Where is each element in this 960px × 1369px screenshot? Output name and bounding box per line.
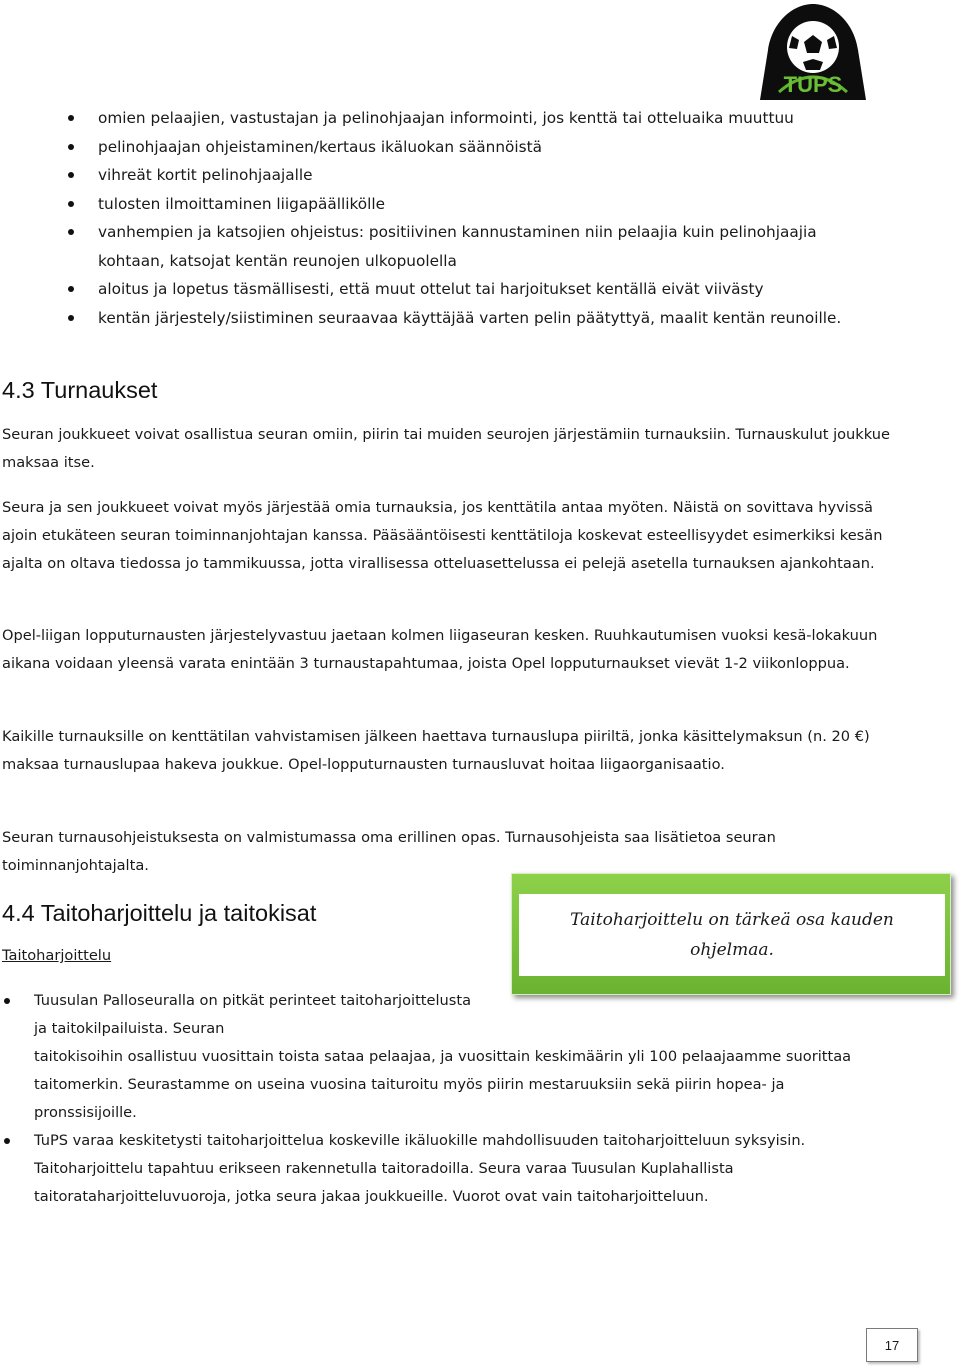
list-item [34, 987, 864, 1127]
bullet-icon [68, 144, 74, 150]
list-item [98, 304, 868, 333]
list-item-text: tulosten ilmoittaminen liigapäällikölle [98, 194, 386, 213]
bottom-bullet-list [34, 987, 864, 1211]
section-heading-turnaukset: 4.3 Turnaukset [2, 377, 158, 403]
section-heading-taitoharjoittelu: 4.4 Taitoharjoittelu ja taitokisat [2, 900, 317, 926]
tups-logo [758, 2, 868, 102]
callout-text: Taitoharjoittelu on tärkeä osa kauden ohjelmaa. [519, 894, 945, 976]
list-item-text: aloitus ja lopetus täsmällisesti, että muut ottelut tai harjoitukset kentällä eivät viivästy [98, 280, 764, 298]
svg-text:TUPS: TUPS [783, 72, 843, 97]
bullet-icon [68, 286, 74, 292]
list-item-text: pelinohjaajan ohjeistaminen/kertaus ikäluokan säännöistä [98, 137, 542, 156]
paragraph: Seuran joukkueet voivat osallistua seuran omiin, piirin tai muiden seurojen järjestämiin turnauksiin. Turnauskulut joukkue maksaa itse. [2, 426, 890, 471]
paragraph: Opel-liigan lopputurnausten järjestelyvastuu jaetaan kolmen liigaseuran kesken. Ruuhkautumisen vuoksi kesä-lokakuun aikana voidaan yleensä varata enintään 3 turnaustapahtumaa, joista Opel lopputurnaukset vievät 1-2 viikonloppua. [2, 627, 878, 672]
bullet-icon [68, 172, 74, 178]
bullet-icon [68, 229, 74, 235]
paragraph: Seura ja sen joukkueet voivat myös järjestää omia turnauksia, jos kenttätila antaa myöten. Näistä on sovittava hyvissä ajoin etukäteen seuran toiminnanjohtajan kanssa. Pääsääntöisesti kenttätiloja koskevat esteellisyydet esimerkiksi kesän ajalta on oltava tiedossa jo tammikuussa, jotta virallisessa otteluasettelussa ei pelejä asetella turnauksen ajankohtaan. [2, 499, 883, 572]
callout-box [511, 873, 951, 995]
bullet-icon [4, 998, 10, 1004]
paragraph: Seuran turnausohjeistuksesta on valmistumassa oma erillinen opas. Turnausohjeista saa lisätietoa seuran toiminnanjohtajalta. [2, 829, 776, 874]
list-item-text: vihreät kortit pelinohjaajalle [98, 166, 313, 184]
list-item-text: omien pelaajien, vastustajan ja pelinohjaajan informointi, jos kenttä tai otteluaika muuttuu [98, 109, 794, 127]
bullet-icon [68, 201, 74, 207]
list-item-text: Tuusulan Palloseuralla on pitkät perinteet taitoharjoittelusta ja taitokilpailuista. Seuran taitokisoihin osallistuu vuosittain toista sataa pelaajaa, ja vuosittain keskimäärin yli 100 pelaajaamme suorittaa taitomerkin. Seurastamme on useina vuosina taituroitu myös piirin mestaruuksiin sekä piirin hopea- ja pronssisijoille. [34, 992, 852, 1121]
bullet-icon [68, 115, 74, 121]
page-number: 17 [866, 1328, 918, 1362]
list-item [98, 190, 868, 219]
list-item [98, 218, 868, 275]
paragraph: Kaikille turnauksille on kenttätilan vahvistamisen jälkeen haettava turnauslupa piiriltä, jonka käsittelymaksun (n. 20 €) maksaa turnauslupaa hakeva joukkue. Opel-lopputurnausten turnausluvat hoitaa liigaorganisaatio. [2, 728, 870, 773]
list-item-text: TuPS varaa keskitetysti taitoharjoittelua koskeville ikäluokille mahdollisuuden taitoharjoitteluun syksyisin. Taitoharjoittelu tapahtuu erikseen rakennetulla taitoradoilla. Seura varaa Tuusulan Kuplahallista taitorataharjoitteluvuoroja, jotka seura jakaa joukkueille. Vuorot ovat vain taitoharjoitteluun. [34, 1132, 806, 1205]
bullet-icon [68, 315, 74, 321]
list-item [34, 1127, 864, 1211]
subheading: Taitoharjoittelu [2, 947, 112, 964]
list-item [98, 104, 868, 133]
top-bullet-list [98, 104, 868, 332]
list-item-text: vanhempien ja katsojien ohjeistus: positiivinen kannustaminen niin pelaajia kuin pelinohjaajia kohtaan, katsojat kentän reunojen ulkopuolella [98, 223, 817, 270]
list-item [98, 133, 868, 162]
list-item [98, 275, 868, 304]
list-item-text: kentän järjestely/siistiminen seuraavaa käyttäjää varten pelin päätyttyä, maalit kentän reunoille. [98, 308, 842, 327]
list-item [98, 161, 868, 190]
bullet-icon [4, 1138, 10, 1144]
